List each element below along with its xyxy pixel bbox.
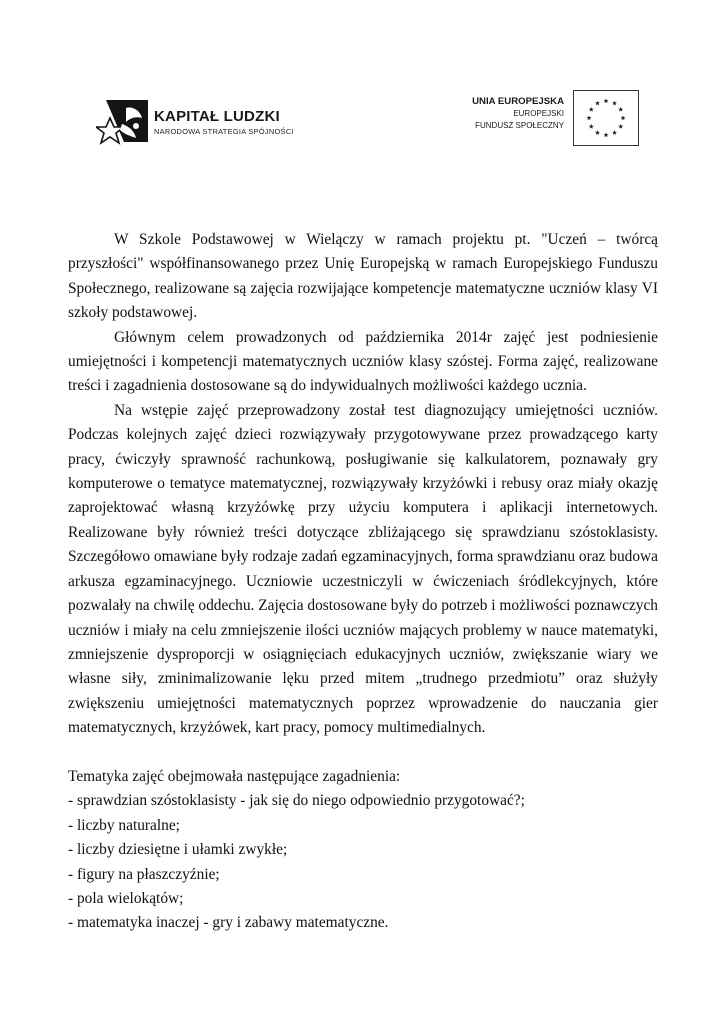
eu-star-icon [604,132,609,137]
paragraph-1: W Szkole Podstawowej w Wielączy w ramach projektu pt. "Uczeń – twórcą przyszłości" współfinansowanego przez Unię Europejską w ramach Europejskiego Funduszu Społecznego, realizowane są zajęcia rozwijające kompetencje matematyczne uczniów klasy VI szkoły podstawowej. [68,231,658,322]
topic-item: - liczby dziesiętne i ułamki zwykłe; [68,841,288,859]
eu-star-icon [621,115,626,120]
eu-star-icon [589,107,594,112]
eu-logo-line1: UNIA EUROPEJSKA [472,96,564,107]
eu-star-icon [612,101,617,106]
topic-item: - pola wielokątów; [68,889,184,907]
topic-item: - liczby naturalne; [68,816,180,834]
eu-star-icon [618,124,623,129]
eu-star-icon [595,130,600,135]
eu-logo [470,88,640,148]
kapital-ludzki-subtitle: NARODOWA STRATEGIA SPÓJNOŚCI [154,127,294,136]
topic-item: - matematyka inaczej - gry i zabawy matematyczne. [68,914,389,932]
document-body [68,228,658,936]
topic-item: - sprawdzian szóstoklasisty - jak się do niego odpowiednio przygotować?; [68,792,525,810]
eu-star-icon [618,107,623,112]
eu-star-icon [604,98,609,103]
paragraph-3: Na wstępie zajęć przeprowadzony został test diagnozujący umiejętności uczniów. Podczas kolejnych zajęć dzieci rozwiązywały przygotowywane przez prowadzącego karty pracy, ćwiczyły sprawność rachunkową, posługiwanie się kalkulatorem, poznawały gry komputerowe o tematyce matematycznej, rozwiązywały krzyżówki i rebusy oraz miały okazję zaprojektować własną krzyżówkę przy użyciu komputera i aplikacji internetowych. Realizowane były również treści dotyczące zbliżającego się sprawdzianu szóstoklasisty. Szczegółowo omawiane były rodzaje zadań egzaminacyjnych, forma sprawdzianu oraz budowa arkusza egzaminacyjnego. Uczniowie uczestniczyli w ćwiczeniach śródlekcyjnych, które pozwalały na chwilę oddechu. Zajęcia dostosowane były do potrzeb i możliwości poznawczych uczniów i miały na celu zmniejszenie ilości uczniów mających problemy w nauce matematyki, zmniejszenie dysproporcji w osiągnięciach edukacyjnych uczniów, zwiększanie wiary we własne siły, zminimalizowanie lęku przed mitem „trudnego przedmiotu” oraz służyły zwiększeniu umiejętności matematycznych poprzez wprowadzenie do nauczania gier matematycznych, krzyżówek, kart pracy, pomocy multimedialnych. [68,401,658,737]
eu-star-icon [612,130,617,135]
eu-star-icon [589,124,594,129]
kapital-ludzki-title: KAPITAŁ LUDZKI [154,108,280,125]
topics-list [68,765,658,936]
eu-logo-line2: EUROPEJSKI [513,109,564,118]
paragraph-2: Głównym celem prowadzonych od października 2014r zajęć jest podniesienie umiejętności i kompetencji matematycznych uczniów klasy szóstej. Forma zajęć, realizowane treści i zagadnienia dostosowane są do indywidualnych możliwości każdego ucznia. [68,328,658,395]
topics-intro: Tematyka zajęć obejmowała następujące zagadnienia: [68,767,401,785]
eu-logo-text [472,96,564,132]
topic-item: - figury na płaszczyźnie; [68,865,220,883]
eu-star-icon [587,115,592,120]
kapital-ludzki-logo [96,96,306,152]
kapital-ludzki-star-icon [96,96,152,152]
eu-logo-line3: FUNDUSZ SPOŁECZNY [475,121,564,130]
eu-flag-icon [573,90,639,146]
eu-star-icon [595,101,600,106]
